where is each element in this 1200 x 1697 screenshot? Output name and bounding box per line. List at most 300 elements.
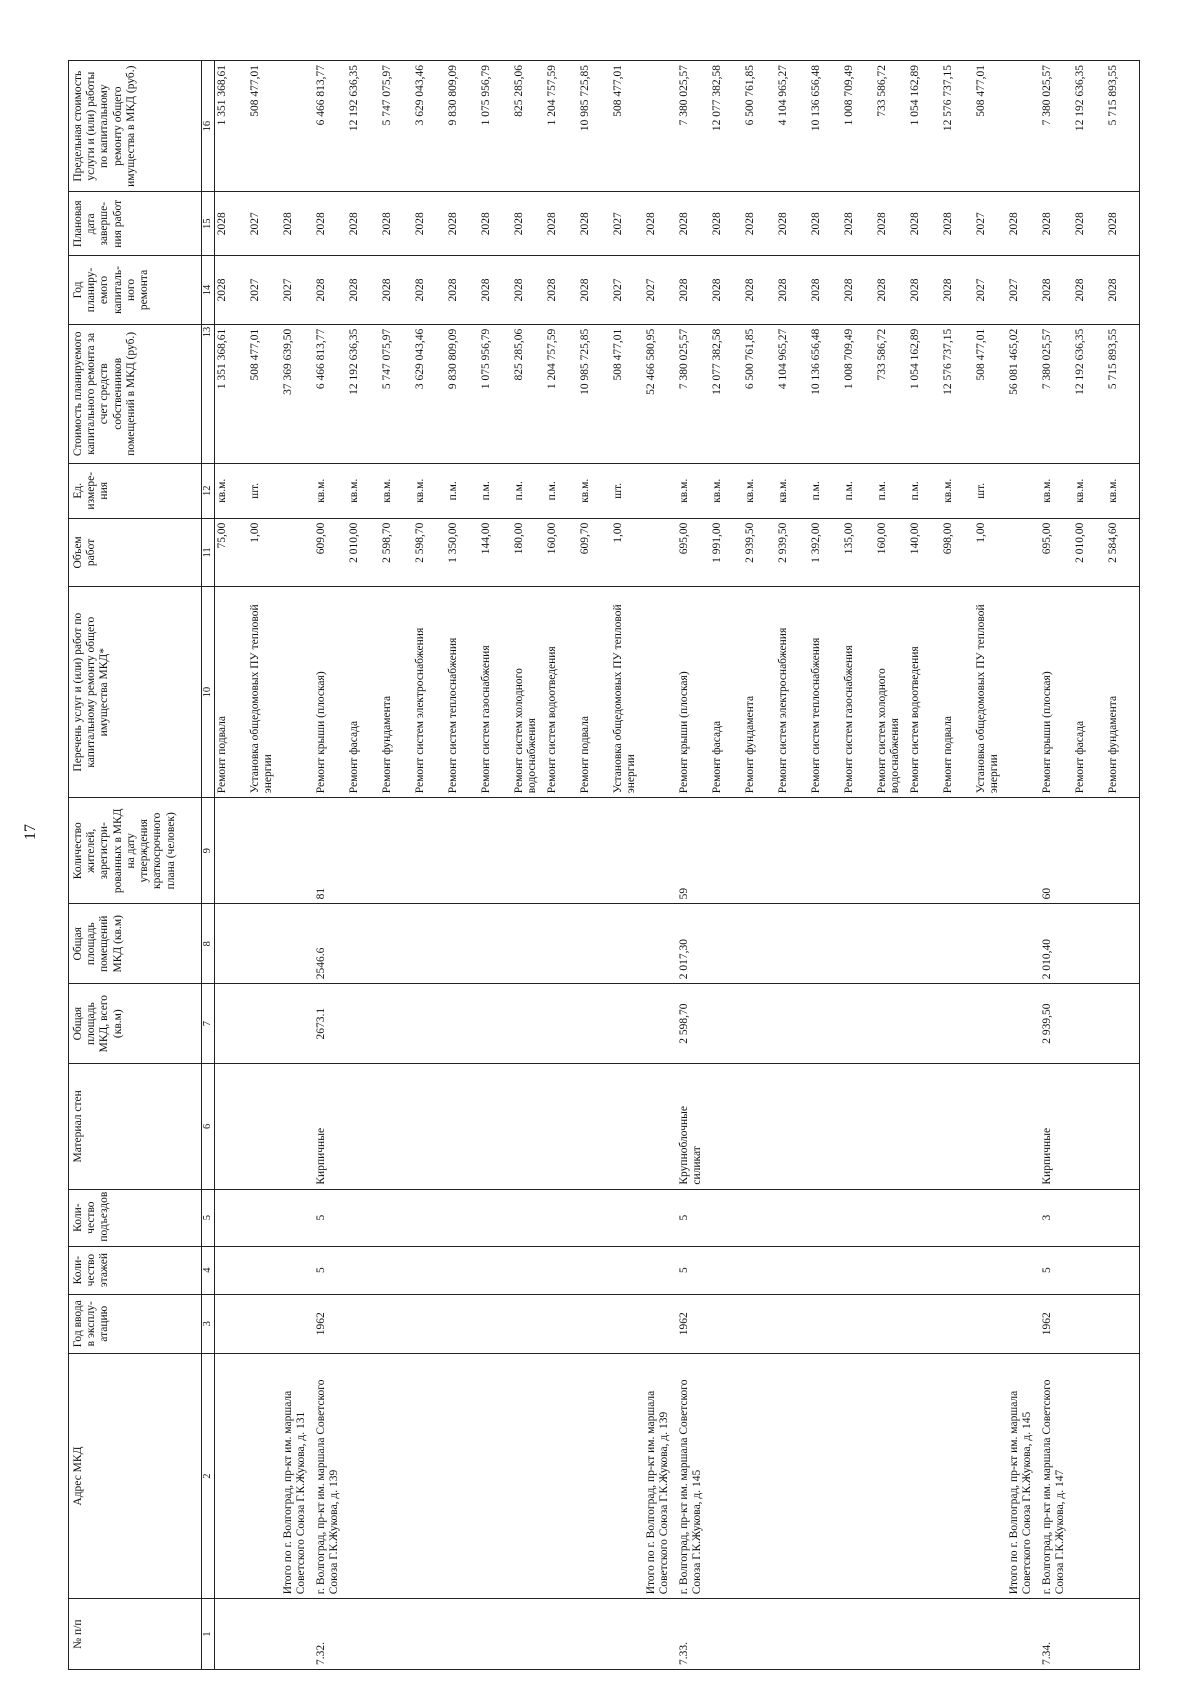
table-row bbox=[842, 61, 875, 1670]
table-cell: 12 576 737,15 bbox=[941, 61, 974, 192]
table-cell bbox=[215, 984, 249, 1064]
table-cell: 2 598,70 bbox=[413, 518, 446, 586]
column-header: № п/п bbox=[69, 1599, 202, 1670]
table-cell bbox=[215, 798, 249, 904]
table-cell: 2 010,00 bbox=[347, 518, 380, 586]
table-cell bbox=[446, 1246, 479, 1294]
table-cell: п.м. bbox=[908, 463, 941, 518]
table-cell: 5 bbox=[314, 1246, 347, 1294]
table-cell: 52 466 580,95 bbox=[644, 324, 677, 463]
table-cell bbox=[215, 904, 249, 984]
table-cell: 2546.6 bbox=[314, 904, 347, 984]
table-cell bbox=[974, 1294, 1007, 1353]
table-cell bbox=[908, 1599, 941, 1670]
table-cell bbox=[941, 984, 974, 1064]
table-cell bbox=[512, 984, 545, 1064]
column-header: Перечень услуг и (или) работ по капитальному ремонту общего имущества МКД* bbox=[69, 587, 202, 798]
table-cell: 2028 bbox=[1040, 256, 1073, 324]
column-number: 3 bbox=[202, 1294, 215, 1353]
table-cell bbox=[743, 1064, 776, 1190]
table-cell bbox=[743, 1246, 776, 1294]
table-cell: 10 985 725,85 bbox=[578, 324, 611, 463]
table-cell bbox=[1073, 1599, 1106, 1670]
table-cell: 12 192 636,35 bbox=[347, 61, 380, 192]
table-cell bbox=[578, 1294, 611, 1353]
table-cell bbox=[875, 1599, 908, 1670]
table-cell: Ремонт фасада bbox=[347, 587, 380, 798]
table-cell bbox=[842, 1599, 875, 1670]
table-cell bbox=[512, 1599, 545, 1670]
header-row bbox=[69, 61, 202, 1670]
table-cell: 10 985 725,85 bbox=[578, 61, 611, 192]
column-header: Адрес МКД bbox=[69, 1353, 202, 1598]
table-cell bbox=[743, 1189, 776, 1246]
table-cell bbox=[347, 1294, 380, 1353]
table-cell: п.м. bbox=[446, 463, 479, 518]
table-cell: 2028 bbox=[413, 192, 446, 256]
table-cell bbox=[380, 984, 413, 1064]
table-cell bbox=[1007, 798, 1040, 904]
table-row bbox=[281, 61, 314, 1670]
table-cell bbox=[875, 1353, 908, 1598]
table-cell bbox=[479, 798, 512, 904]
table-cell bbox=[281, 1599, 314, 1670]
table-cell bbox=[248, 1246, 281, 1294]
table-cell bbox=[644, 1064, 677, 1190]
table-cell bbox=[941, 1294, 974, 1353]
table-row bbox=[677, 61, 710, 1670]
table-cell bbox=[809, 1353, 842, 1598]
table-cell: 10 136 656,48 bbox=[809, 61, 842, 192]
table-cell: 6 500 761,85 bbox=[743, 61, 776, 192]
column-number: 15 bbox=[202, 192, 215, 256]
table-cell bbox=[974, 1064, 1007, 1190]
table-cell: 2028 bbox=[842, 256, 875, 324]
table-cell: 2028 bbox=[314, 256, 347, 324]
table-cell: 81 bbox=[314, 798, 347, 904]
table-cell bbox=[1007, 1064, 1040, 1190]
table-cell bbox=[1073, 798, 1106, 904]
table-cell bbox=[248, 904, 281, 984]
table-cell: 2028 bbox=[710, 192, 743, 256]
table-cell: кв.м. bbox=[413, 463, 446, 518]
table-cell bbox=[611, 984, 644, 1064]
table-cell bbox=[710, 1246, 743, 1294]
table-cell: 2028 bbox=[545, 256, 578, 324]
table-cell bbox=[644, 798, 677, 904]
table-cell: 1962 bbox=[677, 1294, 710, 1353]
table-cell bbox=[776, 1189, 809, 1246]
table-cell: г. Волгоград, пр-кт им. маршала Советского Союза Г.К.Жукова, д. 147 bbox=[1040, 1353, 1073, 1598]
table-cell bbox=[578, 1353, 611, 1598]
table-cell bbox=[479, 1246, 512, 1294]
table-cell bbox=[875, 798, 908, 904]
table-cell: 2027 bbox=[974, 192, 1007, 256]
table-cell bbox=[347, 1353, 380, 1598]
column-number-row bbox=[202, 61, 215, 1670]
table-cell: 2028 bbox=[809, 192, 842, 256]
table-cell: кв.м. bbox=[710, 463, 743, 518]
table-cell bbox=[1106, 1353, 1140, 1598]
table-cell: Ремонт систем водоотведения bbox=[545, 587, 578, 798]
table-cell: г. Волгоград, пр-кт им. маршала Советского Союза Г.К.Жукова, д. 145 bbox=[677, 1353, 710, 1598]
table-cell: 12 077 382,58 bbox=[710, 61, 743, 192]
table-cell bbox=[545, 1599, 578, 1670]
table-cell bbox=[644, 984, 677, 1064]
table-cell: 508 477,01 bbox=[611, 324, 644, 463]
table-cell: 2028 bbox=[743, 256, 776, 324]
table-cell: 1 351 368,61 bbox=[215, 324, 249, 463]
table-row bbox=[347, 61, 380, 1670]
table-cell: 2 017,30 bbox=[677, 904, 710, 984]
table-cell bbox=[809, 1246, 842, 1294]
table-cell bbox=[1106, 1246, 1140, 1294]
table-cell bbox=[281, 1246, 314, 1294]
table-cell: 2027 bbox=[248, 192, 281, 256]
table-cell bbox=[347, 798, 380, 904]
table-cell: 2027 bbox=[248, 256, 281, 324]
table-cell bbox=[710, 1353, 743, 1598]
table-cell bbox=[545, 1246, 578, 1294]
table-cell: 2027 bbox=[611, 192, 644, 256]
table-row bbox=[875, 61, 908, 1670]
table-cell bbox=[809, 984, 842, 1064]
table-cell bbox=[446, 798, 479, 904]
table-cell: г. Волгоград, пр-кт им. маршала Советского Союза Г.К.Жукова, д. 139 bbox=[314, 1353, 347, 1598]
table-cell bbox=[347, 1599, 380, 1670]
table-cell bbox=[776, 984, 809, 1064]
table-cell bbox=[248, 1353, 281, 1598]
column-header: Материал стен bbox=[69, 1064, 202, 1190]
table-cell: 5 747 075,97 bbox=[380, 324, 413, 463]
table-cell: 7 380 025,57 bbox=[1040, 61, 1073, 192]
table-cell bbox=[512, 1064, 545, 1190]
table-cell bbox=[809, 1294, 842, 1353]
table-cell bbox=[578, 1189, 611, 1246]
table-cell bbox=[1007, 1294, 1040, 1353]
table-cell bbox=[215, 1294, 249, 1353]
table-cell: Ремонт систем электроснабжения bbox=[776, 587, 809, 798]
column-header: Общая площадь МКД, всего (кв.м) bbox=[69, 984, 202, 1064]
table-cell bbox=[512, 1246, 545, 1294]
table-cell bbox=[545, 1353, 578, 1598]
table-row bbox=[941, 61, 974, 1670]
table-cell bbox=[908, 1353, 941, 1598]
table-cell: Итого по г. Волгоград, пр-кт им. маршала Советского Союза Г.К.Жукова, д. 131 bbox=[281, 1353, 314, 1598]
table-cell bbox=[512, 904, 545, 984]
table-cell bbox=[941, 1599, 974, 1670]
table-cell bbox=[1073, 1246, 1106, 1294]
table-cell: кв.м. bbox=[677, 463, 710, 518]
table-cell: Установка общедомовых ПУ тепловой энергии bbox=[974, 587, 1007, 798]
table-cell: п.м. bbox=[545, 463, 578, 518]
table-cell bbox=[446, 1353, 479, 1598]
column-header: Год ввода в эксплу-атацию bbox=[69, 1294, 202, 1353]
table-cell: 6 500 761,85 bbox=[743, 324, 776, 463]
table-cell bbox=[776, 1294, 809, 1353]
table-cell: 7 380 025,57 bbox=[1040, 324, 1073, 463]
table-cell bbox=[710, 1189, 743, 1246]
table-cell: 733 586,72 bbox=[875, 61, 908, 192]
table-cell: кв.м. bbox=[1040, 463, 1073, 518]
table-cell: 10 136 656,48 bbox=[809, 324, 842, 463]
table-cell: 1 351 368,61 bbox=[215, 61, 249, 192]
table-cell bbox=[1106, 1064, 1140, 1190]
table-cell bbox=[380, 1189, 413, 1246]
table-cell bbox=[710, 904, 743, 984]
table-cell bbox=[842, 1189, 875, 1246]
table-cell: 695,00 bbox=[677, 518, 710, 586]
column-number: 14 bbox=[202, 256, 215, 324]
table-cell: 9 830 809,09 bbox=[446, 324, 479, 463]
table-cell: 140,00 bbox=[908, 518, 941, 586]
table-cell: 1 204 757,59 bbox=[545, 61, 578, 192]
table-cell: 7.32. bbox=[314, 1599, 347, 1670]
table-cell: 2027 bbox=[644, 256, 677, 324]
table-cell: Ремонт систем газоснабжения bbox=[842, 587, 875, 798]
table-cell: 2028 bbox=[578, 192, 611, 256]
table-cell bbox=[611, 1294, 644, 1353]
table-cell: 1 008 709,49 bbox=[842, 324, 875, 463]
table-cell bbox=[710, 1064, 743, 1190]
table-cell bbox=[479, 904, 512, 984]
table-cell bbox=[875, 984, 908, 1064]
table-row bbox=[446, 61, 479, 1670]
table-cell bbox=[875, 1064, 908, 1190]
column-number: 13 bbox=[202, 324, 215, 463]
table-cell: шт. bbox=[611, 463, 644, 518]
table-row bbox=[809, 61, 842, 1670]
table-cell: 5 715 893,55 bbox=[1106, 61, 1140, 192]
table-cell: 2 598,70 bbox=[677, 984, 710, 1064]
table-cell bbox=[611, 904, 644, 984]
table-cell bbox=[578, 1246, 611, 1294]
table-cell: Ремонт крыши (плоская) bbox=[314, 587, 347, 798]
table-body bbox=[215, 61, 1140, 1670]
table-cell bbox=[974, 1599, 1007, 1670]
table-cell bbox=[281, 463, 314, 518]
table-cell: 609,70 bbox=[578, 518, 611, 586]
column-header: Ед. измере-ния bbox=[69, 463, 202, 518]
table-cell bbox=[347, 904, 380, 984]
column-number: 11 bbox=[202, 518, 215, 586]
table-cell: 2028 bbox=[842, 192, 875, 256]
table-cell bbox=[248, 1189, 281, 1246]
table-cell: 2673.1 bbox=[314, 984, 347, 1064]
table-cell: кв.м. bbox=[314, 463, 347, 518]
table-cell: Ремонт фундамента bbox=[743, 587, 776, 798]
table-cell bbox=[974, 1189, 1007, 1246]
table-cell: 1 075 956,79 bbox=[479, 61, 512, 192]
column-header: Общая площадь помещений МКД (кв.м) bbox=[69, 904, 202, 984]
table-cell: 12 192 636,35 bbox=[347, 324, 380, 463]
table-cell bbox=[413, 1246, 446, 1294]
table-cell bbox=[578, 1064, 611, 1190]
table-cell: 2028 bbox=[1106, 192, 1140, 256]
table-cell bbox=[446, 904, 479, 984]
table-cell bbox=[1007, 1246, 1040, 1294]
table-cell bbox=[413, 984, 446, 1064]
table-cell bbox=[611, 1353, 644, 1598]
table-cell bbox=[1106, 984, 1140, 1064]
table-cell: Итого по г. Волгоград, пр-кт им. маршала Советского Союза Г.К.Жукова, д. 139 bbox=[644, 1353, 677, 1598]
table-cell bbox=[413, 1599, 446, 1670]
table-cell: 7 380 025,57 bbox=[677, 324, 710, 463]
table-cell: 2027 bbox=[974, 256, 1007, 324]
table-cell bbox=[743, 1353, 776, 1598]
table-cell bbox=[1106, 1189, 1140, 1246]
table-cell bbox=[710, 798, 743, 904]
table-cell: 2028 bbox=[446, 256, 479, 324]
page-number: 17 bbox=[22, 824, 39, 840]
table-cell bbox=[776, 1599, 809, 1670]
table-row bbox=[644, 61, 677, 1670]
table-cell: п.м. bbox=[842, 463, 875, 518]
table-cell bbox=[446, 1189, 479, 1246]
table-cell bbox=[281, 518, 314, 586]
table-cell bbox=[1007, 984, 1040, 1064]
table-cell bbox=[875, 1246, 908, 1294]
column-header: Коли-чество этажей bbox=[69, 1246, 202, 1294]
table-cell bbox=[974, 904, 1007, 984]
table-row bbox=[512, 61, 545, 1670]
table-cell: 144,00 bbox=[479, 518, 512, 586]
table-cell bbox=[875, 1294, 908, 1353]
table-cell bbox=[941, 1353, 974, 1598]
table-cell bbox=[842, 984, 875, 1064]
table-cell: Ремонт подвала bbox=[941, 587, 974, 798]
table-cell bbox=[842, 904, 875, 984]
column-header: Предельная стоимость услуги и (или) работы по капитальному ремонту общего имущества в МКД (руб.) bbox=[69, 61, 202, 192]
table-cell bbox=[974, 798, 1007, 904]
table-row bbox=[1007, 61, 1040, 1670]
table-cell bbox=[644, 904, 677, 984]
table-cell: 2028 bbox=[875, 256, 908, 324]
table-cell bbox=[248, 1599, 281, 1670]
table-cell bbox=[347, 984, 380, 1064]
column-number: 7 bbox=[202, 984, 215, 1064]
column-header: Коли-чество подъездов bbox=[69, 1189, 202, 1246]
table-cell: 2028 bbox=[1007, 192, 1040, 256]
table-cell: 825 285,06 bbox=[512, 324, 545, 463]
table-cell bbox=[578, 1599, 611, 1670]
table-cell: 2 010,40 bbox=[1040, 904, 1073, 984]
table-row bbox=[1073, 61, 1106, 1670]
table-cell bbox=[941, 904, 974, 984]
table-cell bbox=[446, 984, 479, 1064]
table-cell: 2028 bbox=[908, 256, 941, 324]
table-cell: 5 bbox=[677, 1189, 710, 1246]
table-cell bbox=[512, 1353, 545, 1598]
table-cell: 2028 bbox=[215, 256, 249, 324]
table-cell: 2028 bbox=[347, 256, 380, 324]
table-cell bbox=[710, 1294, 743, 1353]
table-cell: 2028 bbox=[314, 192, 347, 256]
table-cell: 2028 bbox=[1040, 192, 1073, 256]
table-cell bbox=[380, 1246, 413, 1294]
table-cell: 2028 bbox=[941, 192, 974, 256]
table-cell bbox=[941, 1189, 974, 1246]
table-cell bbox=[809, 1189, 842, 1246]
table-cell bbox=[842, 1294, 875, 1353]
table-cell bbox=[875, 904, 908, 984]
table-cell: 5 bbox=[677, 1246, 710, 1294]
table-row bbox=[248, 61, 281, 1670]
table-cell: 160,00 bbox=[545, 518, 578, 586]
table-cell: 4 104 965,27 bbox=[776, 61, 809, 192]
table-row bbox=[1106, 61, 1140, 1670]
table-cell: 3 629 043,46 bbox=[413, 61, 446, 192]
table-cell: 1,00 bbox=[974, 518, 1007, 586]
table-cell: Кирпичные bbox=[314, 1064, 347, 1190]
table-cell bbox=[644, 518, 677, 586]
table-row bbox=[545, 61, 578, 1670]
table-cell bbox=[281, 61, 314, 192]
table-cell bbox=[1106, 1294, 1140, 1353]
table-cell: 2028 bbox=[380, 192, 413, 256]
table-cell: 508 477,01 bbox=[248, 61, 281, 192]
table-cell bbox=[1007, 904, 1040, 984]
table-cell bbox=[809, 904, 842, 984]
table-cell bbox=[908, 1246, 941, 1294]
column-number: 10 bbox=[202, 587, 215, 798]
table-cell bbox=[776, 1353, 809, 1598]
table-cell bbox=[611, 798, 644, 904]
table-cell bbox=[809, 1599, 842, 1670]
column-number: 2 bbox=[202, 1353, 215, 1598]
table-cell: 2 598,70 bbox=[380, 518, 413, 586]
table-cell: п.м. bbox=[809, 463, 842, 518]
table-cell: 56 081 465,02 bbox=[1007, 324, 1040, 463]
table-row bbox=[314, 61, 347, 1670]
table-cell: 2028 bbox=[281, 192, 314, 256]
table-row bbox=[479, 61, 512, 1670]
table-cell: Ремонт подвала bbox=[578, 587, 611, 798]
table-cell: 2028 bbox=[578, 256, 611, 324]
table-cell bbox=[446, 1599, 479, 1670]
table-cell: 2028 bbox=[215, 192, 249, 256]
table-cell bbox=[413, 1353, 446, 1598]
table-cell bbox=[347, 1189, 380, 1246]
table-cell: 59 bbox=[677, 798, 710, 904]
table-cell: 5 747 075,97 bbox=[380, 61, 413, 192]
table-cell bbox=[644, 463, 677, 518]
table-cell bbox=[380, 1353, 413, 1598]
table-cell: кв.м. bbox=[776, 463, 809, 518]
table-cell bbox=[644, 587, 677, 798]
column-header: Год планиру-емого капиталь-ного ремонта bbox=[69, 256, 202, 324]
table-cell: Установка общедомовых ПУ тепловой энергии bbox=[248, 587, 281, 798]
table-cell bbox=[1007, 61, 1040, 192]
table-cell: 12 192 636,35 bbox=[1073, 61, 1106, 192]
table-cell bbox=[644, 1294, 677, 1353]
table-cell bbox=[611, 1599, 644, 1670]
table-cell bbox=[743, 1599, 776, 1670]
table-cell: Ремонт систем газоснабжения bbox=[479, 587, 512, 798]
table-cell bbox=[578, 798, 611, 904]
table-cell: 7.34. bbox=[1040, 1599, 1073, 1670]
table-cell: 2028 bbox=[776, 256, 809, 324]
table-cell: 2 584,60 bbox=[1106, 518, 1140, 586]
table-cell: кв.м. bbox=[578, 463, 611, 518]
table-cell: 5 bbox=[314, 1189, 347, 1246]
table-row bbox=[215, 61, 249, 1670]
table-cell: Ремонт систем холодного водоснабжения bbox=[512, 587, 545, 798]
table-cell bbox=[710, 984, 743, 1064]
table-cell bbox=[413, 904, 446, 984]
table-cell bbox=[512, 798, 545, 904]
table-cell: 3 629 043,46 bbox=[413, 324, 446, 463]
